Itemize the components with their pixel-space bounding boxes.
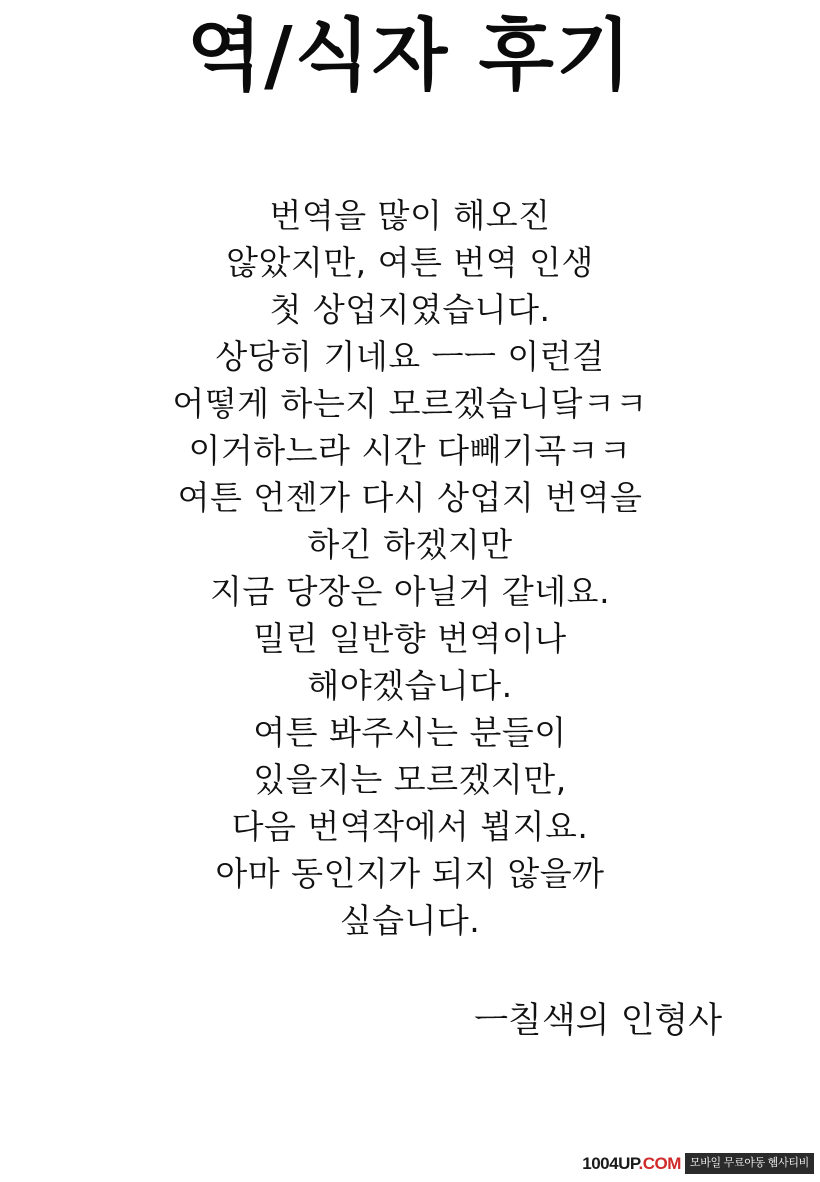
body-line: 밀린 일반향 번역이나	[253, 619, 567, 658]
watermark-tagline: 모바일 무료야동 혬사티비	[685, 1153, 814, 1174]
body-line: 지금 당장은 아닐거 같네요.	[209, 572, 611, 611]
watermark-site	[578, 1153, 685, 1174]
afterword-body	[60, 192, 760, 944]
watermark-domain-suffix: .COM	[638, 1153, 681, 1173]
body-line: 어떻게 하는지 모르겠습니닼ㅋㅋ	[172, 384, 648, 423]
body-line: 있을지는 모르겠지만,	[253, 760, 567, 799]
body-line: 않았지만, 여튼 번역 인생	[226, 243, 594, 282]
body-line: 이거하느라 시간 다빼기곡ㅋㅋ	[188, 431, 632, 470]
body-line: 싶습니다.	[339, 901, 481, 940]
body-line: 여튼 봐주시는 분들이	[253, 713, 567, 752]
author-signature: ㅡ칠색의 인형사	[474, 1001, 722, 1041]
body-line: 번역을 많이 해오진	[269, 196, 551, 235]
body-line: 하긴 하겠지만	[307, 525, 513, 564]
body-line: 해야겠습니다.	[307, 666, 513, 705]
watermark-site-name: 1004UP	[582, 1153, 639, 1173]
body-line: 첫 상업지였습니다.	[269, 290, 551, 329]
body-line: 여튼 언젠가 다시 상업지 번역을	[177, 478, 643, 517]
body-line: 다음 번역작에서 뵙지요.	[231, 807, 589, 846]
page-title: 역/식자 후기	[186, 11, 634, 101]
body-line: 상당히 기네요 ㅡㅡ 이런걸	[215, 337, 605, 376]
body-line: 아마 동인지가 되지 않을까	[215, 854, 605, 893]
watermark	[578, 1152, 814, 1174]
